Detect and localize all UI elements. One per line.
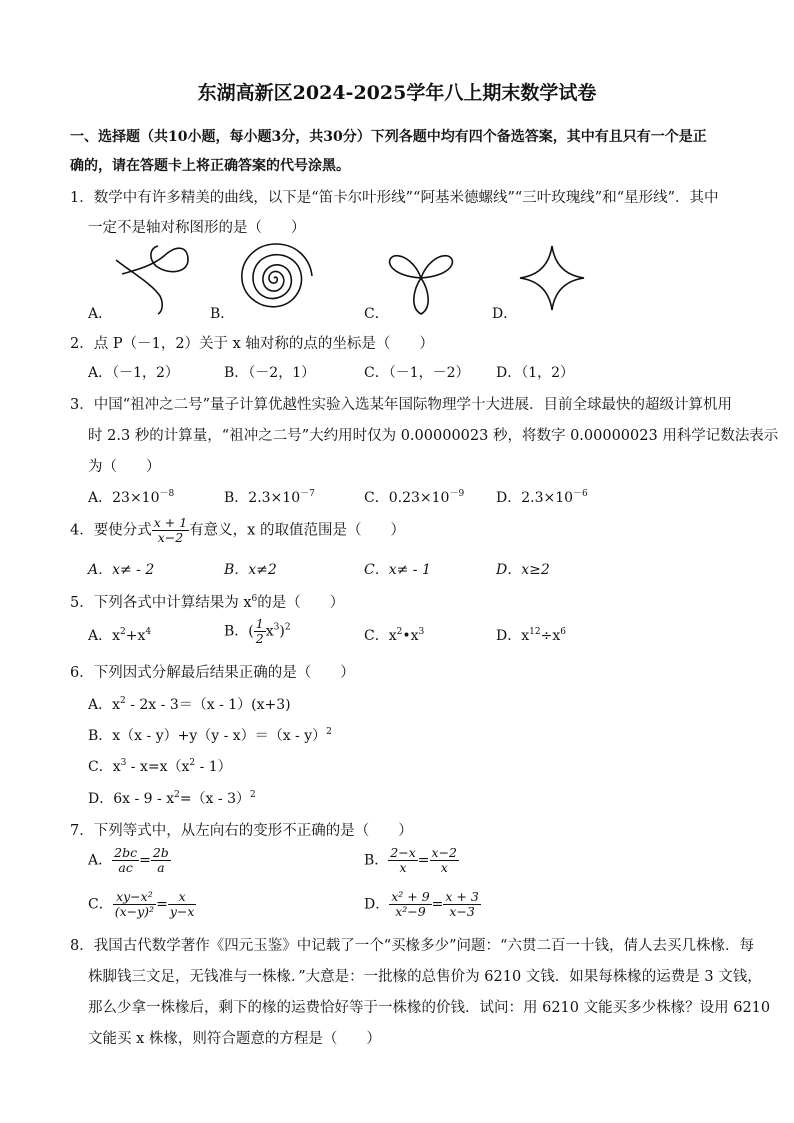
q6-option-b: B．x（x - y）+y（y - x）＝（x - y）$^2$	[88, 727, 332, 744]
q3-stem-line1: 3．中国“祖冲之二号”量子计算优越性实验入选某年国际物理学十大进展．目前全球最快的超级计算机用	[70, 397, 733, 413]
three-leaf-rose-figure	[386, 240, 456, 320]
q2-option-a: A．（－1，2）	[88, 365, 179, 381]
q6-option-d: D．$6x - 9 - x^2=(x - 3)^2$	[88, 790, 256, 807]
q4-option-c: C．x≠ - 1	[364, 562, 431, 578]
q6-option-a: A．$x^2 - 2x - 3=(x - 1)(x+3)$	[88, 696, 291, 713]
q3-stem-line2: 时 2.3 秒的计算量，“祖冲之二号”大约用时仅为 0.00000023 秒，将数字 0.00000023 用科学记数法表示	[88, 428, 779, 444]
q5-stem: 5．下列各式中计算结果为 $x^6$的是（ ）	[70, 594, 345, 611]
q7-option-d: D． $\frac{\text{x² + 9}}{\text{x²−9}}$ = $\frac{x + 3}{x-3}$	[364, 889, 479, 919]
q7-option-b: B． $\frac{2-x}{x}$ = $\frac{x-2}{x}$	[364, 845, 457, 875]
q7-stem: 7．下列等式中，从左向右的变形不正确的是（ ）	[70, 823, 413, 839]
q6-option-c: C．$x^3 - x=x(x^2 - 1)$	[88, 758, 232, 775]
q2-option-b: B．（－2，1）	[224, 365, 316, 381]
q6-stem: 6．下列因式分解最后结果正确的是（ ）	[70, 665, 355, 681]
q1-option-b-label: B．	[210, 306, 235, 322]
q4-fraction: $\frac{x + 1}{x-2}$	[153, 515, 188, 545]
folium-curve-figure	[112, 240, 194, 316]
q8-stem-line2: 株脚钱三文足，无钱准与一株椽．”大意是：一批椽的总售价为 6210 文钱．如果每株椽的运费是 3 文钱，	[88, 969, 762, 985]
q3-option-a: A．$23\times 10^{-8}$	[88, 489, 175, 506]
q1-stem-line1: 1．数学中有许多精美的曲线，以下是“笛卡尔叶形线”“阿基米德螺线”“三叶玫瑰线”和“星形线”．其中	[70, 190, 719, 206]
q7-option-a: A． $\frac{2bc}{ac}$ = $\frac{2b}{a}$	[88, 845, 169, 875]
q3-stem-line3: 为（ ）	[88, 459, 161, 475]
q8-stem-line3: 那么少拿一株椽后，剩下的椽的运费恰好等于一株椽的价钱．试问：用 6210 文能买多少株椽？设用 6210	[88, 1000, 771, 1016]
q1-stem-line2: 一定不是轴对称图形的是（ ）	[88, 220, 306, 236]
q5-option-d: D．$x^{12}\div x^6$	[496, 627, 566, 644]
q5-option-b: B．( $\frac{1}{2}$ $x^3)^2$	[224, 616, 291, 646]
q1-option-c-label: C．	[364, 306, 389, 322]
q7-option-c: C． $\frac{\text{xy−x²}}{\text{(x−y)²}}$ = $\frac{x}{y-x}$	[88, 889, 195, 919]
archimedean-spiral-figure	[232, 240, 316, 320]
section-heading-line1: 一、选择题（共10小题，每小题3分，共30分）下列各题中均有四个备选答案，其中有且只有一个是正	[70, 129, 707, 145]
q8-stem-line1: 8．我国古代数学著作《四元玉鉴》中记载了一个“买椽多少”问题：“六贯二百一十钱，倩人去买几株椽．每	[70, 938, 754, 954]
q2-option-c: C．（－1，－2）	[364, 365, 470, 381]
q5-option-c: C．$x^2•x^3$	[364, 627, 425, 644]
q1-option-d-label: D．	[492, 306, 518, 322]
q4-stem: 4．要使分式 $\frac{x + 1}{x-2}$ 有意义，x 的取值范围是（ ）	[70, 515, 405, 545]
page-title: 东湖高新区2024-2025学年八上期末数学试卷	[197, 82, 597, 104]
q3-option-c: C．$0.23\times 10^{-9}$	[364, 489, 465, 506]
section-heading-line2: 确的，请在答题卡上将正确答案的代号涂黑。	[70, 158, 350, 174]
q5-option-a: A．$x^2+x^4$	[88, 627, 152, 644]
q2-stem: 2．点 P（－1，2）关于 x 轴对称的点的坐标是（ ）	[70, 336, 434, 352]
q4-option-b: B．x≠2	[224, 562, 277, 578]
q8-stem-line4: 文能买 x 株椽，则符合题意的方程是（ ）	[88, 1031, 381, 1047]
q2-option-d: D．（1，2）	[496, 365, 575, 381]
q4-option-a: A．x≠ - 2	[88, 562, 155, 578]
q1-option-a-label: A．	[88, 306, 113, 322]
q3-option-d: D．$2.3\times 10^{-6}$	[496, 489, 588, 506]
q3-option-b: B．$2.3\times 10^{-7}$	[224, 489, 315, 506]
astroid-figure	[518, 244, 586, 316]
q4-option-d: D．x≥2	[496, 562, 550, 578]
